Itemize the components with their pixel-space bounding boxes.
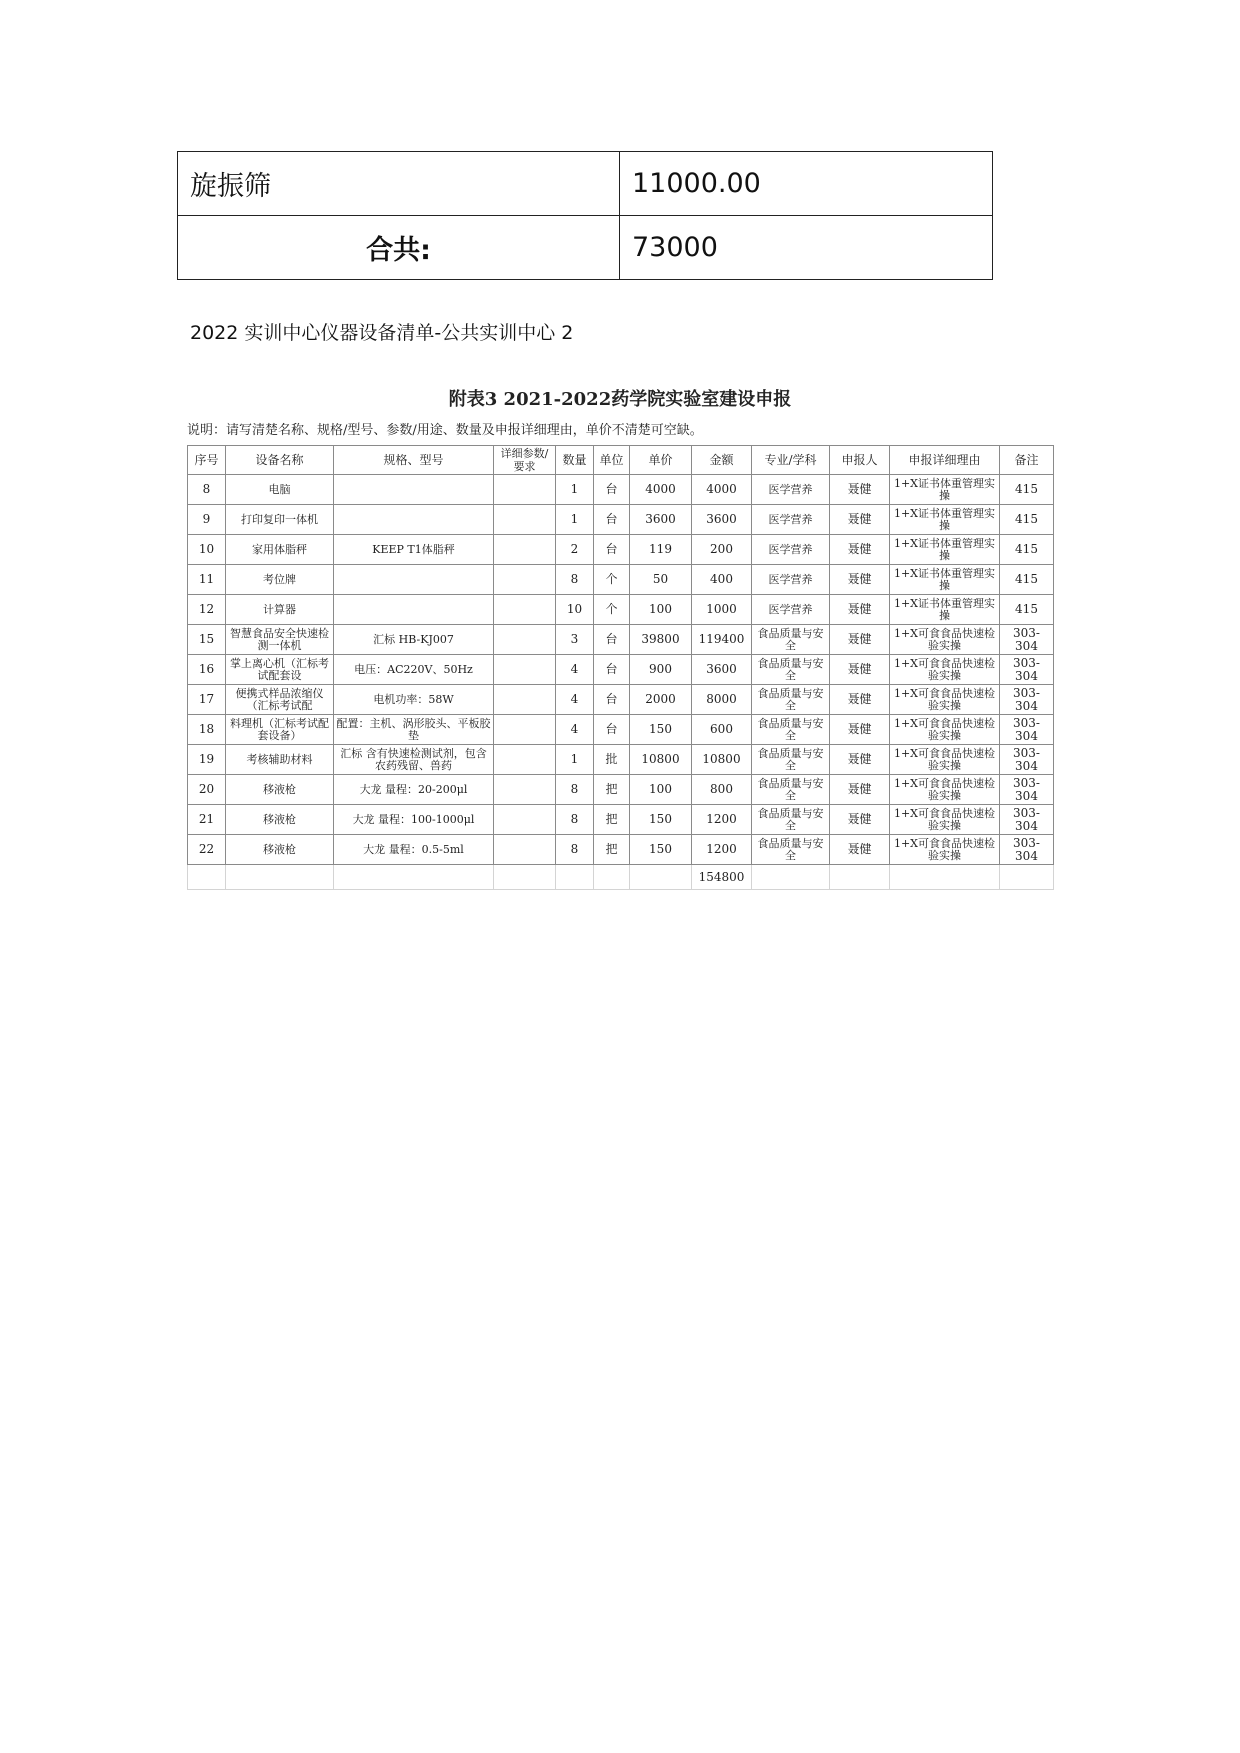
cell-major: 医学营养: [752, 565, 830, 595]
cell-unit: 把: [594, 835, 630, 865]
cell-major: 食品质量与安全: [752, 745, 830, 775]
cell-no: 16: [188, 655, 226, 685]
cell-major: 食品质量与安全: [752, 805, 830, 835]
table-row: [188, 685, 1054, 715]
cell-amount: 1200: [692, 835, 752, 865]
cell-amount: 600: [692, 715, 752, 745]
cell-applicant: 聂健: [830, 565, 890, 595]
cell-unit-price: 10800: [630, 745, 692, 775]
cell-spec: 电机功率：58W: [334, 685, 494, 715]
cell-remark: 303-304: [1000, 775, 1054, 805]
cell-qty: 8: [556, 835, 594, 865]
cell-applicant: 聂健: [830, 475, 890, 505]
cell-params: [494, 775, 556, 805]
table-row: [188, 595, 1054, 625]
cell-unit-price: 3600: [630, 505, 692, 535]
cell-unit: 台: [594, 505, 630, 535]
cell-amount: 200: [692, 535, 752, 565]
cell-remark: 303-304: [1000, 805, 1054, 835]
cell-remark: 303-304: [1000, 655, 1054, 685]
cell-params: [494, 745, 556, 775]
cell-device-name: 打印复印一体机: [226, 505, 334, 535]
table-row: [188, 625, 1054, 655]
cell-unit-price: 150: [630, 805, 692, 835]
cell-amount: 400: [692, 565, 752, 595]
summary-item-name: 旋振筛: [178, 152, 620, 216]
footer-empty-cell: [830, 865, 890, 890]
cell-params: [494, 805, 556, 835]
cell-unit: 把: [594, 805, 630, 835]
header-no: 序号: [188, 446, 226, 475]
cell-unit: 台: [594, 475, 630, 505]
footer-empty-cell: [752, 865, 830, 890]
cell-unit-price: 2000: [630, 685, 692, 715]
cell-qty: 4: [556, 685, 594, 715]
table-row: [188, 775, 1054, 805]
footer-empty-cell: [494, 865, 556, 890]
cell-major: 食品质量与安全: [752, 775, 830, 805]
cell-reason: 1+X可食食品快速检验实操: [890, 835, 1000, 865]
cell-qty: 2: [556, 535, 594, 565]
cell-params: [494, 655, 556, 685]
cell-remark: 303-304: [1000, 685, 1054, 715]
cell-qty: 10: [556, 595, 594, 625]
cell-amount: 4000: [692, 475, 752, 505]
cell-remark: 303-304: [1000, 745, 1054, 775]
table-row: [188, 745, 1054, 775]
cell-no: 9: [188, 505, 226, 535]
cell-qty: 8: [556, 775, 594, 805]
cell-qty: 1: [556, 475, 594, 505]
table-footer-row: [188, 865, 1054, 890]
cell-spec: 大龙 量程：20-200μl: [334, 775, 494, 805]
cell-no: 17: [188, 685, 226, 715]
cell-spec: 汇标 含有快速检测试剂，包含农药残留、兽药: [334, 745, 494, 775]
cell-unit: 批: [594, 745, 630, 775]
cell-applicant: 聂健: [830, 835, 890, 865]
cell-device-name: 家用体脂秤: [226, 535, 334, 565]
cell-qty: 1: [556, 745, 594, 775]
table-row: [188, 805, 1054, 835]
cell-no: 15: [188, 625, 226, 655]
cell-params: [494, 535, 556, 565]
cell-params: [494, 625, 556, 655]
cell-major: 食品质量与安全: [752, 655, 830, 685]
cell-qty: 3: [556, 625, 594, 655]
cell-unit: 个: [594, 565, 630, 595]
cell-reason: 1+X可食食品快速检验实操: [890, 685, 1000, 715]
cell-no: 20: [188, 775, 226, 805]
footer-empty-cell: [556, 865, 594, 890]
table-row: [188, 475, 1054, 505]
header-qty: 数量: [556, 446, 594, 475]
cell-unit-price: 100: [630, 775, 692, 805]
cell-unit: 个: [594, 595, 630, 625]
cell-major: 医学营养: [752, 535, 830, 565]
table-row: [188, 715, 1054, 745]
header-spec: 规格、型号: [334, 446, 494, 475]
header-unit: 单位: [594, 446, 630, 475]
cell-applicant: 聂健: [830, 685, 890, 715]
cell-major: 医学营养: [752, 595, 830, 625]
table-row: [188, 565, 1054, 595]
cell-unit: 把: [594, 775, 630, 805]
cell-params: [494, 565, 556, 595]
cell-no: 8: [188, 475, 226, 505]
cell-unit: 台: [594, 625, 630, 655]
cell-device-name: 考核辅助材料: [226, 745, 334, 775]
footer-empty-cell: [1000, 865, 1054, 890]
cell-reason: 1+X可食食品快速检验实操: [890, 805, 1000, 835]
cell-remark: 303-304: [1000, 625, 1054, 655]
cell-unit: 台: [594, 655, 630, 685]
summary-row: [178, 152, 993, 216]
summary-total-value: 73000: [620, 216, 993, 280]
cell-params: [494, 685, 556, 715]
cell-unit-price: 900: [630, 655, 692, 685]
cell-reason: 1+X证书体重管理实操: [890, 505, 1000, 535]
cell-params: [494, 505, 556, 535]
scan-title: 附表3 2021-2022药学院实验室建设申报: [448, 389, 792, 410]
header-amount: 金额: [692, 446, 752, 475]
cell-applicant: 聂健: [830, 625, 890, 655]
table-row: [188, 535, 1054, 565]
scan-note: 说明：请写清楚名称、规格/型号、参数/用途、数量及申报详细理由，单价不清楚可空缺。: [187, 423, 703, 438]
cell-unit-price: 119: [630, 535, 692, 565]
summary-item-value: 11000.00: [620, 152, 993, 216]
footer-total-amount: 154800: [692, 865, 752, 890]
cell-unit-price: 50: [630, 565, 692, 595]
cell-amount: 119400: [692, 625, 752, 655]
cell-applicant: 聂健: [830, 805, 890, 835]
summary-total-label: 合共:: [178, 216, 620, 280]
cell-spec: 电压：AC220V、50Hz: [334, 655, 494, 685]
footer-empty-cell: [334, 865, 494, 890]
cell-remark: 415: [1000, 535, 1054, 565]
table-row: [188, 505, 1054, 535]
cell-device-name: 计算器: [226, 595, 334, 625]
cell-remark: 415: [1000, 475, 1054, 505]
cell-unit-price: 4000: [630, 475, 692, 505]
cell-applicant: 聂健: [830, 745, 890, 775]
cell-spec: [334, 595, 494, 625]
cell-qty: 1: [556, 505, 594, 535]
cell-applicant: 聂健: [830, 535, 890, 565]
cell-amount: 3600: [692, 655, 752, 685]
cell-spec: KEEP T1体脂秤: [334, 535, 494, 565]
cell-amount: 8000: [692, 685, 752, 715]
footer-empty-cell: [594, 865, 630, 890]
cell-reason: 1+X可食食品快速检验实操: [890, 775, 1000, 805]
cell-spec: 汇标 HB-KJ007: [334, 625, 494, 655]
cell-device-name: 电脑: [226, 475, 334, 505]
header-reason: 申报详细理由: [890, 446, 1000, 475]
cell-qty: 8: [556, 565, 594, 595]
cell-no: 11: [188, 565, 226, 595]
cell-device-name: 掌上离心机（汇标考试配套设: [226, 655, 334, 685]
cell-device-name: 考位牌: [226, 565, 334, 595]
cell-remark: 415: [1000, 595, 1054, 625]
cell-params: [494, 475, 556, 505]
cell-amount: 800: [692, 775, 752, 805]
cell-device-name: 料理机（汇标考试配套设备）: [226, 715, 334, 745]
cell-major: 食品质量与安全: [752, 715, 830, 745]
cell-applicant: 聂健: [830, 505, 890, 535]
footer-empty-cell: [890, 865, 1000, 890]
cell-unit-price: 150: [630, 715, 692, 745]
cell-amount: 3600: [692, 505, 752, 535]
cell-reason: 1+X可食食品快速检验实操: [890, 625, 1000, 655]
cell-unit-price: 150: [630, 835, 692, 865]
cell-major: 医学营养: [752, 475, 830, 505]
cell-spec: [334, 565, 494, 595]
cell-amount: 10800: [692, 745, 752, 775]
table-row: [188, 655, 1054, 685]
cell-remark: 303-304: [1000, 715, 1054, 745]
header-major: 专业/学科: [752, 446, 830, 475]
cell-device-name: 移液枪: [226, 805, 334, 835]
cell-qty: 4: [556, 715, 594, 745]
cell-spec: [334, 505, 494, 535]
cell-remark: 415: [1000, 565, 1054, 595]
header-device-name: 设备名称: [226, 446, 334, 475]
cell-amount: 1000: [692, 595, 752, 625]
footer-empty-cell: [630, 865, 692, 890]
cell-params: [494, 715, 556, 745]
cell-major: 食品质量与安全: [752, 685, 830, 715]
cell-applicant: 聂健: [830, 655, 890, 685]
summary-total-row: [178, 216, 993, 280]
cell-no: 12: [188, 595, 226, 625]
table-header-row: [188, 446, 1054, 475]
cell-device-name: 移液枪: [226, 835, 334, 865]
cell-applicant: 聂健: [830, 595, 890, 625]
cell-remark: 415: [1000, 505, 1054, 535]
cell-spec: 大龙 量程：100-1000μl: [334, 805, 494, 835]
cell-unit: 台: [594, 535, 630, 565]
cell-qty: 8: [556, 805, 594, 835]
cell-major: 食品质量与安全: [752, 835, 830, 865]
scanned-table-image: [187, 377, 1053, 897]
cell-no: 10: [188, 535, 226, 565]
cell-no: 21: [188, 805, 226, 835]
cell-params: [494, 835, 556, 865]
equipment-table: [187, 445, 1054, 890]
cell-qty: 4: [556, 655, 594, 685]
cell-unit-price: 39800: [630, 625, 692, 655]
table-row: [188, 835, 1054, 865]
summary-table: [177, 151, 993, 280]
cell-unit-price: 100: [630, 595, 692, 625]
cell-params: [494, 595, 556, 625]
cell-unit: 台: [594, 685, 630, 715]
cell-reason: 1+X可食食品快速检验实操: [890, 745, 1000, 775]
cell-no: 19: [188, 745, 226, 775]
cell-reason: 1+X可食食品快速检验实操: [890, 715, 1000, 745]
cell-applicant: 聂健: [830, 775, 890, 805]
cell-reason: 1+X可食食品快速检验实操: [890, 655, 1000, 685]
cell-remark: 303-304: [1000, 835, 1054, 865]
cell-no: 18: [188, 715, 226, 745]
cell-device-name: 移液枪: [226, 775, 334, 805]
footer-empty-cell: [188, 865, 226, 890]
cell-reason: 1+X证书体重管理实操: [890, 535, 1000, 565]
cell-reason: 1+X证书体重管理实操: [890, 595, 1000, 625]
cell-major: 食品质量与安全: [752, 625, 830, 655]
cell-spec: 配置：主机、涡形胶头、平板胶垫: [334, 715, 494, 745]
cell-spec: 大龙 量程：0.5-5ml: [334, 835, 494, 865]
cell-spec: [334, 475, 494, 505]
header-remark: 备注: [1000, 446, 1054, 475]
cell-unit: 台: [594, 715, 630, 745]
header-unit-price: 单价: [630, 446, 692, 475]
cell-applicant: 聂健: [830, 715, 890, 745]
cell-reason: 1+X证书体重管理实操: [890, 565, 1000, 595]
figure-caption: 2022 实训中心仪器设备清单-公共实训中心 2: [190, 322, 574, 344]
cell-device-name: 便携式样品浓缩仪（汇标考试配: [226, 685, 334, 715]
cell-reason: 1+X证书体重管理实操: [890, 475, 1000, 505]
footer-empty-cell: [226, 865, 334, 890]
cell-device-name: 智慧食品安全快速检测一体机: [226, 625, 334, 655]
cell-amount: 1200: [692, 805, 752, 835]
cell-no: 22: [188, 835, 226, 865]
header-params: 详细参数/要求: [494, 446, 556, 475]
cell-major: 医学营养: [752, 505, 830, 535]
header-applicant: 申报人: [830, 446, 890, 475]
